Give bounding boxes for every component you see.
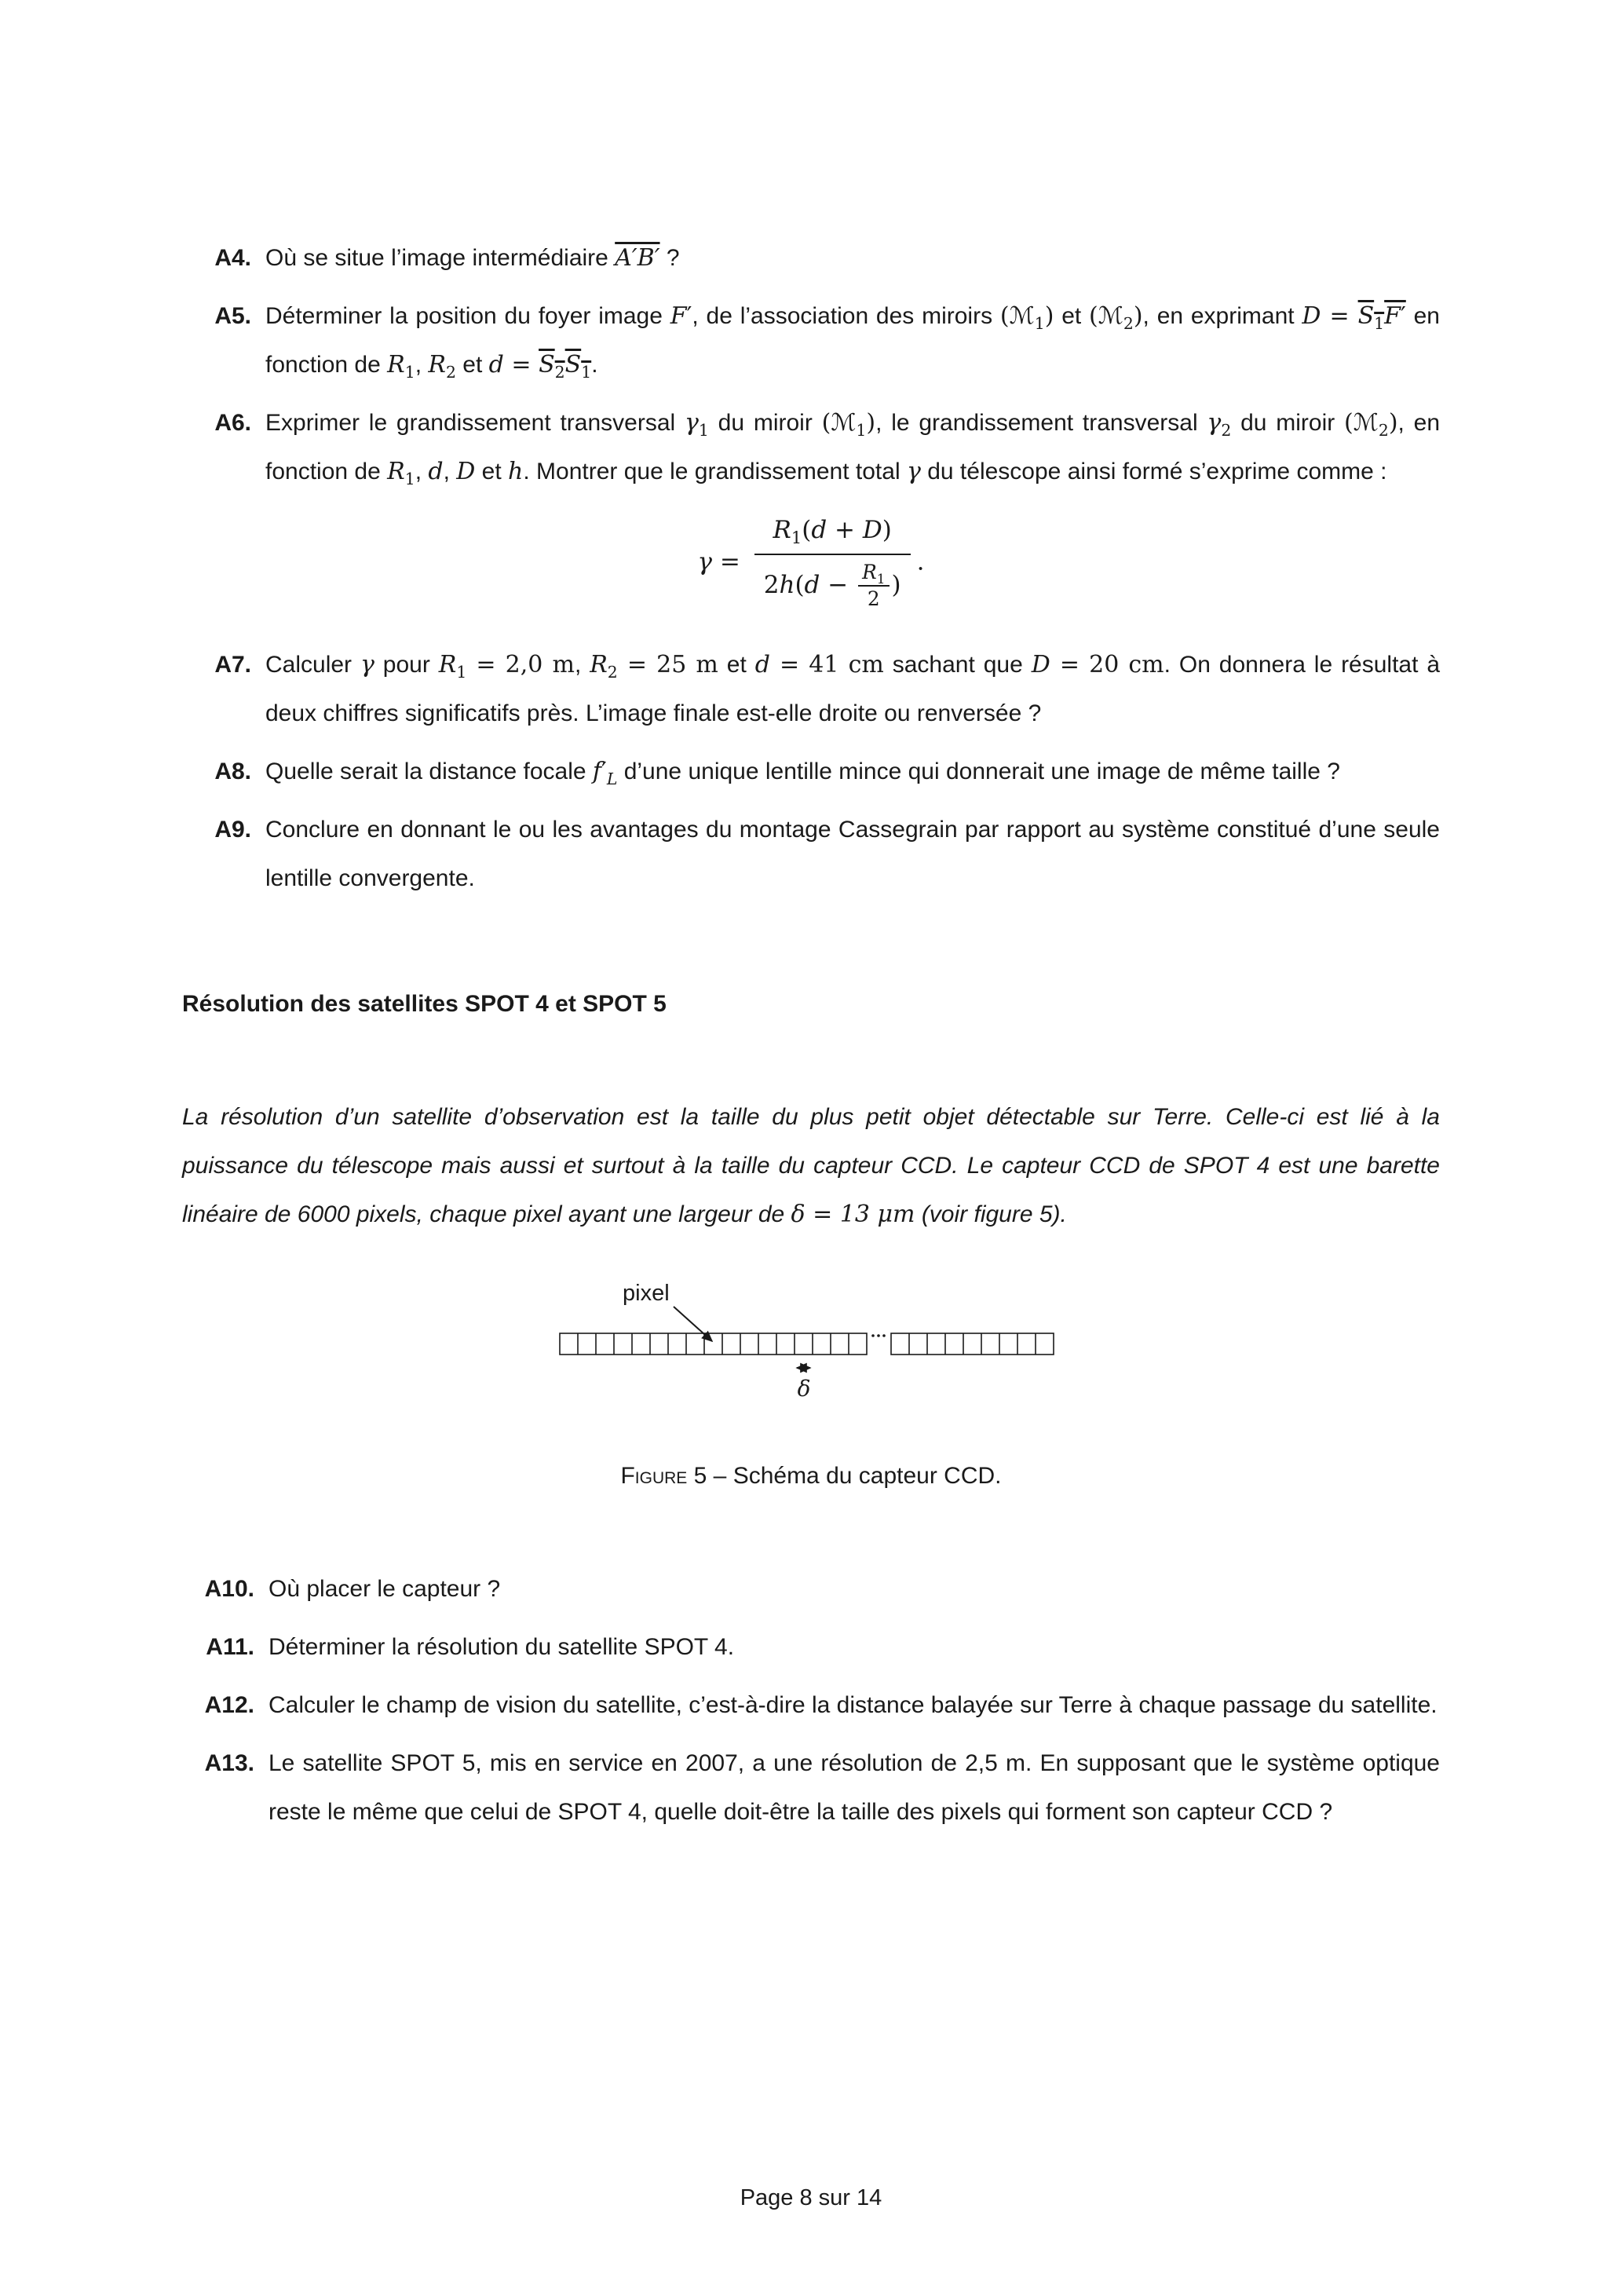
pixel-label: pixel [623, 1280, 670, 1306]
intro-paragraph: La résolution d’un satellite d’observation est la taille du plus petit objet détectable sur Terre. Celle-ci est lié à la puissance du télescope mais aussi et surtout à la taille du capteur CCD. Le capteur CCD de SPOT 4 est une barette linéaire de 6000 pixels, chaque pixel ayant une largeur de δ = 13 μm (voir figure 5). [182, 1103, 1440, 1228]
question-text: Le satellite SPOT 5, mis en service en 2007, a une résolution de 2,5 m. En supposant que le système optique reste le même que celui de SPOT 4, quelle doit-être la taille des pixels qui forment son capteur CCD ? [269, 1749, 1440, 1825]
question-a6 [182, 399, 1440, 496]
question-a7 [182, 641, 1440, 738]
ccd-break-dots [871, 1334, 886, 1337]
question-text: Déterminer la résolution du satellite SPOT 4. [269, 1633, 735, 1660]
figure-caption-label: Figure 5 [620, 1462, 707, 1489]
question-label: A7. [214, 651, 251, 678]
question-label: A10. [204, 1575, 254, 1602]
page-number: Page 8 sur 14 [740, 2185, 882, 2210]
ccd-cells-right [891, 1333, 1054, 1355]
question-label: A4. [214, 245, 251, 271]
question-a10 [182, 1565, 1440, 1614]
question-text: Calculer le champ de vision du satellite, c’est-à-dire la distance balayée sur Terre à chaque passage du satellite. [269, 1691, 1438, 1718]
formula-denominator: 2h(d − $\frac{R_1}{2}$ ) [763, 560, 901, 611]
delta-label: δ [797, 1375, 811, 1402]
question-a5 [182, 292, 1440, 389]
question-text: Déterminer la position du foyer image F′, de l’association des miroirs (ℳ$_1$) et (ℳ$_2$), en exprimant $D = S_1F'$ en fonction de $R_1$, $R_2$ et $d = S_2S_1$. [265, 302, 1440, 382]
question-label: A11. [206, 1633, 254, 1660]
figure-caption-text: – Schéma du capteur CCD. [713, 1462, 1002, 1489]
gamma-formula [182, 512, 1440, 614]
question-label: A13. [204, 1749, 254, 1776]
question-label: A5. [214, 303, 251, 329]
figure-ccd [182, 1277, 1440, 1414]
question-text: Où se situe l’image intermédiaire A′B′ ? [265, 244, 680, 272]
question-label: A6. [214, 410, 251, 436]
formula-fraction [754, 512, 911, 614]
question-a13 [182, 1739, 1440, 1837]
question-text: Où placer le capteur ? [269, 1575, 501, 1602]
question-text: Quelle serait la distance focale $f'_L$ d’une unique lentille mince qui donnerait une image de même taille ? [265, 757, 1340, 788]
formula-numerator: $R_1(d + D)$ [754, 512, 911, 555]
question-text: Exprimer le grandissement transversal $\gamma_1$ du miroir (ℳ$_1$), le grandissement transversal $\gamma_2$ du miroir (ℳ$_2$), en fonction de $R_1$, d, D et h. Montrer que le grandissement total γ du télescope ainsi formé s’exprime comme : [265, 409, 1441, 488]
question-a4 [182, 234, 1440, 283]
formula-period: . [916, 547, 925, 576]
ccd-diagram [552, 1277, 1070, 1410]
pixel-pointer-arrow [674, 1307, 712, 1341]
question-label: A9. [214, 816, 251, 843]
question-a8 [182, 748, 1440, 796]
question-label: A12. [204, 1691, 254, 1718]
question-text: Conclure en donnant le ou les avantages du montage Cassegrain par rapport au système constitué d’une seule lentille convergente. [265, 816, 1440, 891]
question-a12 [182, 1681, 1440, 1730]
question-label: A8. [214, 758, 251, 784]
section-heading: Résolution des satellites SPOT 4 et SPOT 5 [182, 990, 667, 1017]
ccd-cells-left [560, 1333, 867, 1355]
question-a11 [182, 1623, 1440, 1672]
question-a9 [182, 806, 1440, 903]
figure-caption [182, 1463, 1440, 1490]
question-text: Calculer γ pour $R_1 = 2,0$ m, $R_2 = 25$ m et d = 41 cm sachant que D = 20 cm. On donnera le résultat à deux chiffres significatifs près. L’image finale est-elle droite ou renversée ? [265, 650, 1441, 726]
formula-lhs: γ [697, 547, 713, 576]
formula-equals: = [712, 547, 748, 576]
questions-lower [182, 1565, 1440, 1837]
